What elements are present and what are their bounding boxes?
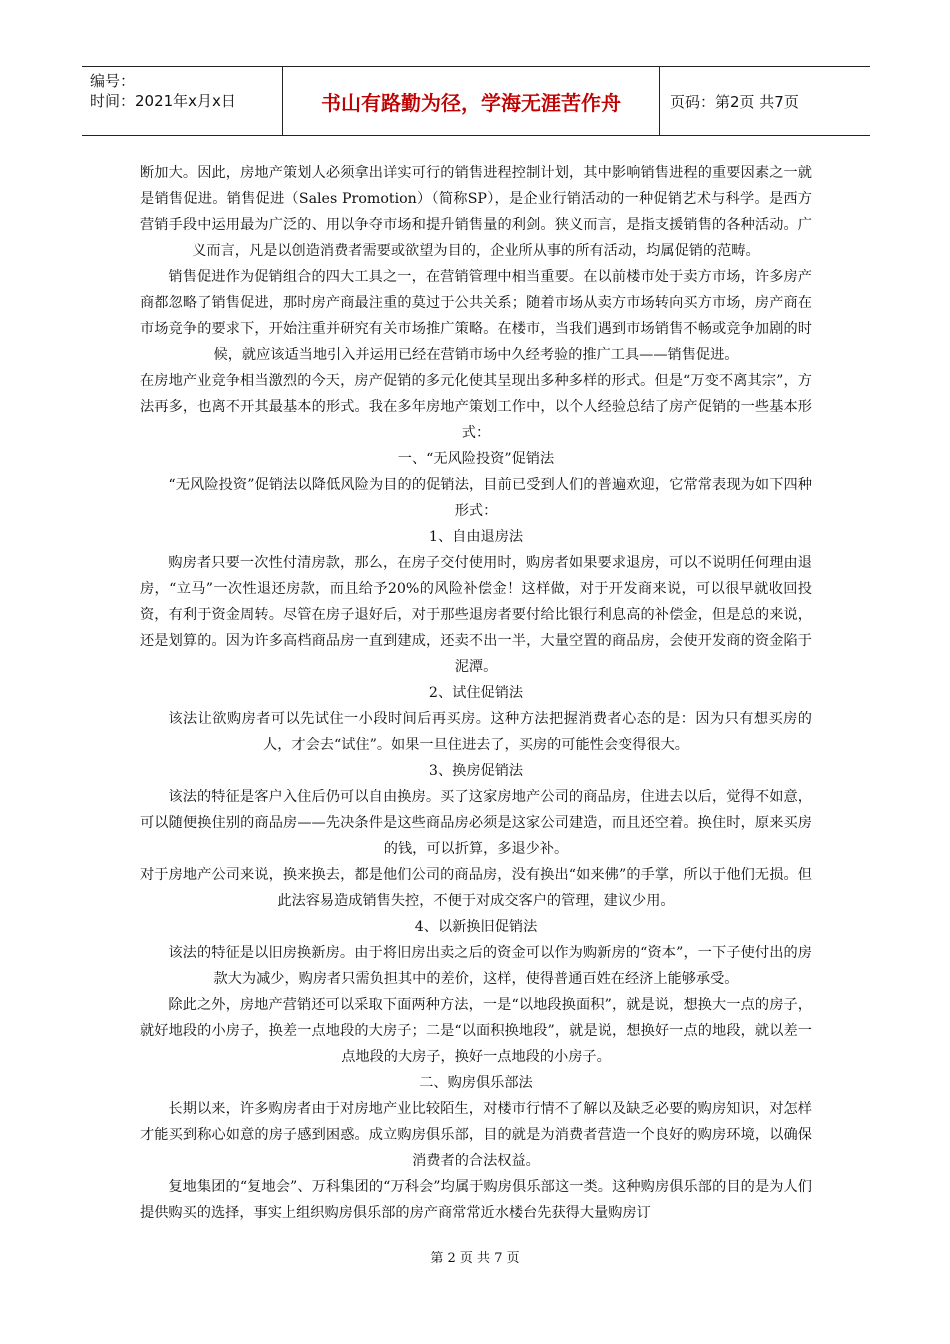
subsection-heading: 1、自由退房法: [428, 529, 524, 545]
subsection-heading: 2、试住促销法: [428, 685, 524, 701]
paragraph: 该法让欲购房者可以先试住一小段时间后再买房。这种方法把握消费者心态的是：因为只有想买房的人，才会去“试住”。如果一旦住进去了，买房的可能性会变得很大。: [168, 711, 812, 753]
paragraph: “无风险投资”促销法以降低风险为目的的促销法，目前已受到人们的普遍欢迎，它常常表现为如下四种形式：: [168, 477, 812, 519]
section-heading: 一、“无风险投资”促销法: [397, 451, 555, 467]
paragraph: 长期以来，许多购房者由于对房地产业比较陌生，对楼市行情不了解以及缺乏必要的购房知识，对怎样才能买到称心如意的房子感到困惑。成立购房俱乐部，目的就是为消费者营造一个良好的购房环境，以确保消费者的合法权益。: [140, 1101, 812, 1169]
paragraph: 该法的特征是以旧房换新房。由于将旧房出卖之后的资金可以作为购新房的“资本”，一下子使付出的房款大为减少，购房者只需负担其中的差价，这样，使得普通百姓在经济上能够承受。: [168, 945, 812, 987]
paragraph: 除此之外，房地产营销还可以采取下面两种方法，一是“以地段换面积”，就是说，想换大一点的房子，就好地段的小房子，换差一点地段的大房子；二是“以面积换地段”，就是说，想换好一点的地段，就以差一点地段的大房子，换好一点地段的小房子。: [140, 997, 812, 1065]
doc-number-label: 编号：: [90, 72, 136, 90]
page-header: [82, 66, 870, 136]
paragraph: 复地集团的“复地会”、万科集团的“万科会”均属于购房俱乐部这一类。这种购房俱乐部的目的是为人们提供购买的选择，事实上组织购房俱乐部的房产商常常近水楼台先获得大量购房订: [140, 1179, 812, 1221]
paragraph: 该法的特征是客户入住后仍可以自由换房。买了这家房地产公司的商品房，住进去以后，觉得不如意，可以随便换住别的商品房——先决条件是这些商品房必须是这家公司建造，而且还空着。换住时，原来买房的钱，可以折算，多退少补。: [140, 789, 812, 857]
date-label: 时间：2021年x月x日: [90, 92, 236, 110]
page-footer: 第 2 页 共 7 页: [430, 1251, 520, 1266]
header-left-cell: [82, 67, 282, 135]
header-motto: 书山有路勤为径，学海无涯苦作舟: [282, 67, 660, 135]
section-heading: 二、购房俱乐部法: [419, 1075, 533, 1091]
paragraph: 购房者只要一次性付清房款，那么，在房子交付使用时，购房者如果要求退房，可以不说明任何理由退房，“立马”一次性退还房款，而且给予20%的风险补偿金！这样做，对于开发商来说，可以很早就收回投资，有利于资金周转。尽管在房子退好后，对于那些退房者要付给比银行利息高的补偿金，但是总的来说，还是划算的。因为许多高档商品房一直到建成，还卖不出一半，大量空置的商品房，会使开发商的资金陷于泥潭。: [140, 555, 812, 675]
paragraph: 销售促进作为促销组合的四大工具之一，在营销管理中相当重要。在以前楼市处于卖方市场，许多房产商都忽略了销售促进，那时房产商最注重的莫过于公共关系；随着市场从卖方市场转向买方市场，房产商在市场竞争的要求下，开始注重并研究有关市场推广策略。在楼市，当我们遇到市场销售不畅或竞争加剧的时候，就应该适当地引入并运用已经在营销市场中久经考验的推广工具——销售促进。: [140, 269, 812, 363]
document-body: [140, 160, 812, 1226]
subsection-heading: 4、以新换旧促销法: [414, 919, 538, 935]
paragraph: 对于房地产公司来说，换来换去，都是他们公司的商品房，没有换出“如来佛”的手掌，所以于他们无损。但此法容易造成销售失控，不便于对成交客户的管理，建议少用。: [140, 867, 812, 909]
subsection-heading: 3、换房促销法: [428, 763, 524, 779]
header-page-label: 页码：第2页 共7页: [670, 92, 799, 111]
paragraph: 断加大。因此，房地产策划人必须拿出详实可行的销售进程控制计划，其中影响销售进程的重要因素之一就是销售促进。销售促进（Sales Promotion）（简称SP），是企业行销活动的一种促销艺术与科学。是西方营销手段中运用最为广泛的、用以争夺市场和提升销售量的利剑。狭义而言，是指支援销售的各种活动。广义而言，凡是以创造消费者需要或欲望为目的，企业所从事的所有活动，均属促销的范畴。: [140, 165, 812, 259]
paragraph: 在房地产业竞争相当激烈的今天，房产促销的多元化使其呈现出多种多样的形式。但是“万变不离其宗”，方法再多，也离不开其最基本的形式。我在多年房地产策划工作中，以个人经验总结了房产促销的一些基本形式：: [140, 373, 812, 441]
